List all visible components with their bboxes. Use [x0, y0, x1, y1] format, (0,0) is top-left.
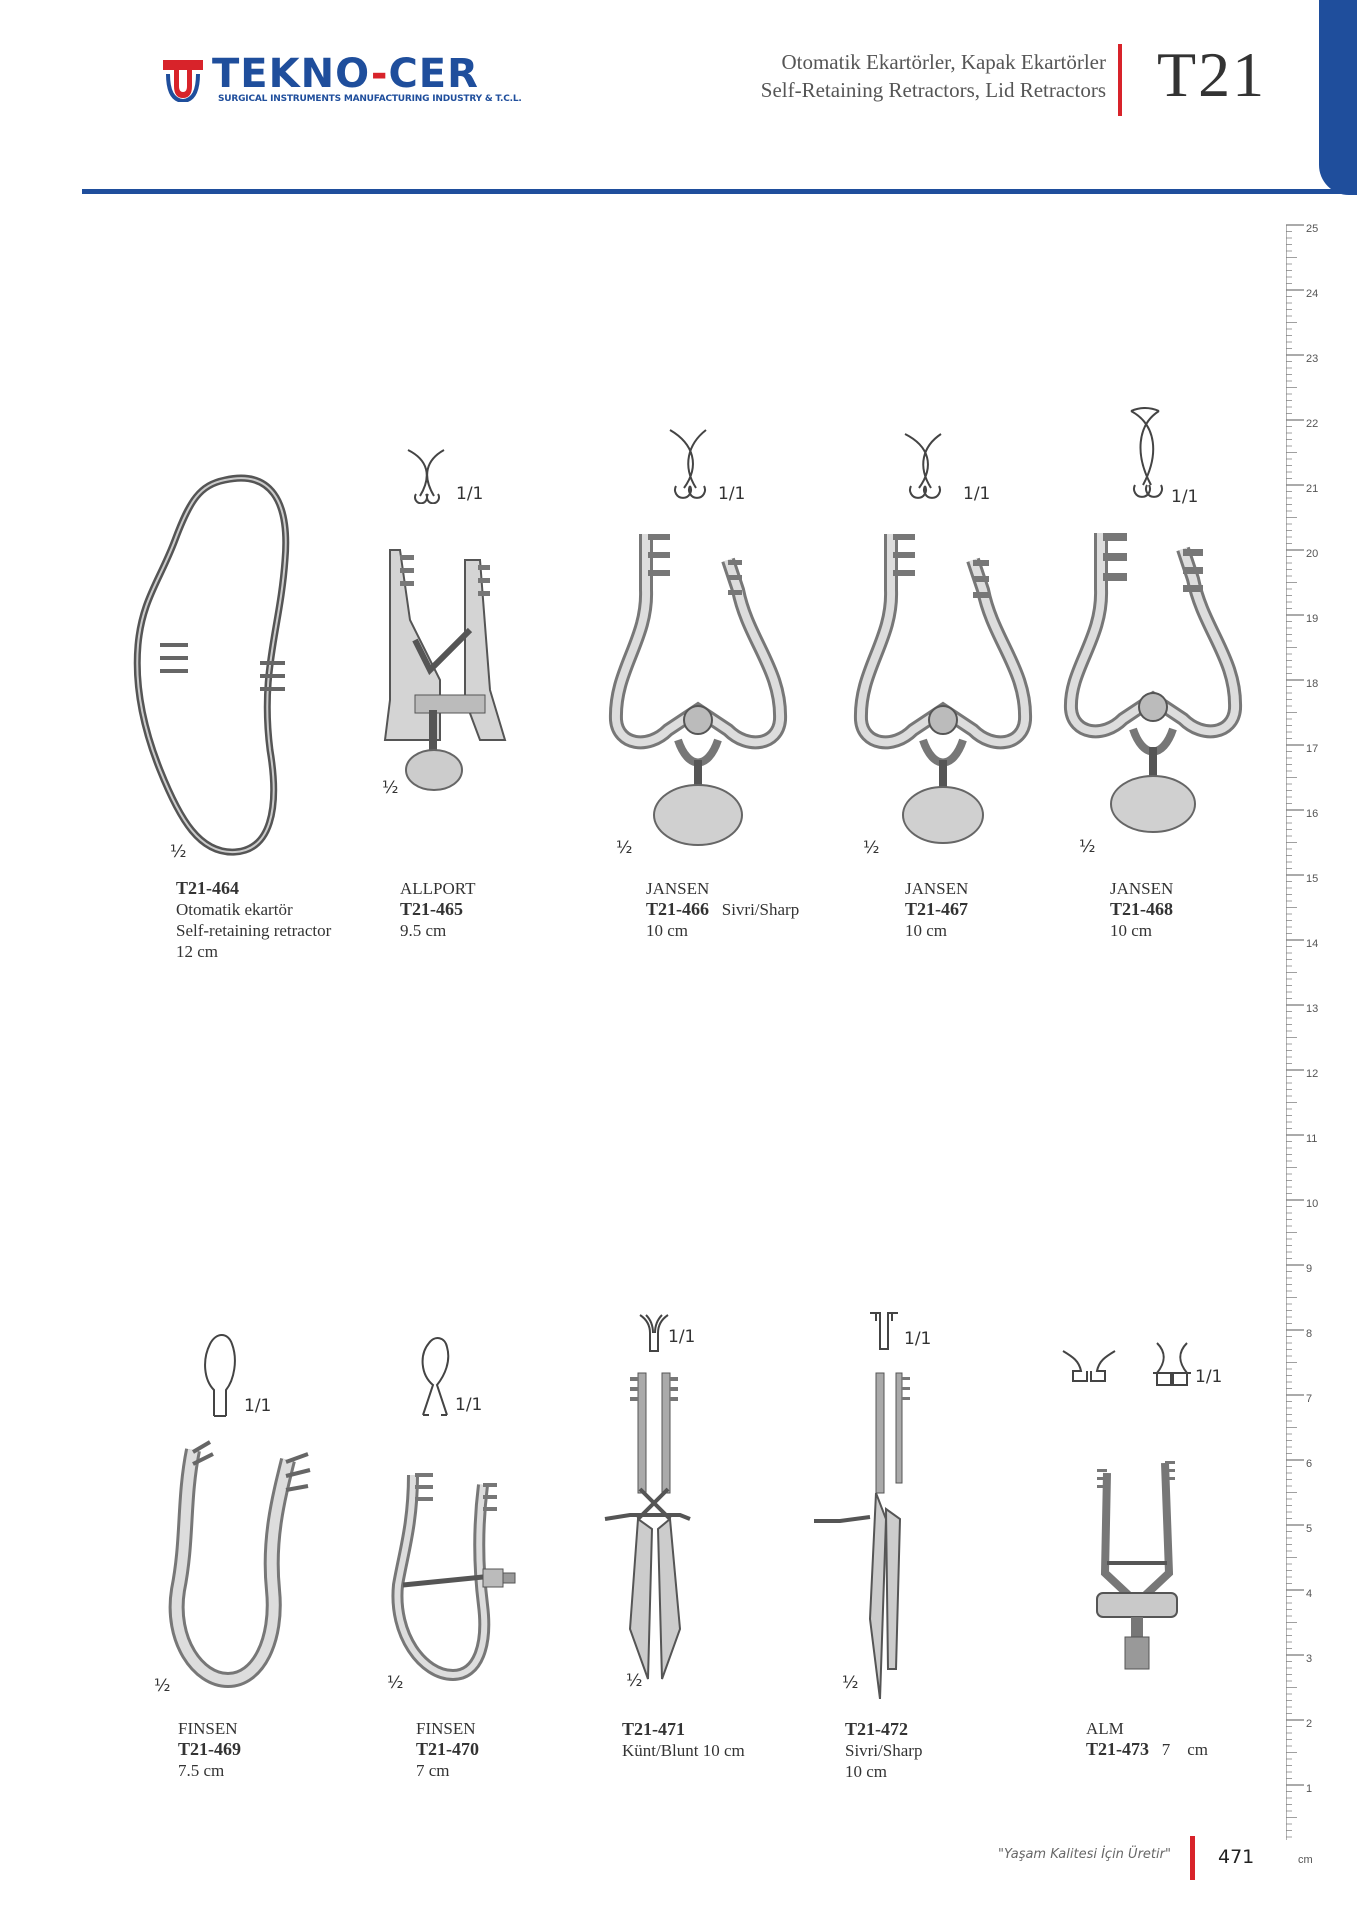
ruler-label: 3 — [1306, 1653, 1313, 1665]
scale-label: ½ — [1079, 837, 1096, 857]
brand-logo-mark — [160, 56, 206, 102]
brand-tagline: SURGICAL INSTRUMENTS MANUFACTURING INDUSTRY & T.C.L. — [218, 94, 522, 104]
self-retaining-retractor-illustration — [120, 470, 300, 860]
scale-label: ½ — [842, 1673, 859, 1693]
product-t21-468 — [1055, 405, 1255, 960]
product-caption — [622, 1719, 745, 1761]
ruler-label: 6 — [1306, 1458, 1313, 1470]
product-t21-467 — [845, 420, 1045, 960]
product-size: 10 cm — [905, 921, 948, 940]
alm-retractor-illustration — [1087, 1453, 1187, 1693]
product-name: JANSEN — [905, 879, 969, 898]
tip-detail-illustration — [1117, 405, 1177, 505]
product-size: 7.5 cm — [178, 1761, 225, 1780]
ruler-label: 16 — [1306, 808, 1319, 820]
product-desc-en: Self-retaining retractor — [176, 921, 332, 940]
ruler-label: 4 — [1306, 1588, 1313, 1600]
ruler-label: 25 — [1306, 223, 1319, 235]
ruler-label: 11 — [1306, 1133, 1318, 1145]
tip-detail-illustration — [415, 1335, 455, 1419]
product-size: 10 cm — [1110, 921, 1153, 940]
ruler-label: 9 — [1306, 1263, 1313, 1275]
scale-label: ½ — [626, 1671, 643, 1691]
detail-scale-label: 1/1 — [244, 1396, 272, 1416]
product-t21-466 — [600, 420, 840, 960]
product-caption — [845, 1719, 922, 1782]
ruler-label: 24 — [1306, 288, 1319, 300]
product-name: JANSEN — [1110, 879, 1174, 898]
product-code: T21-468 — [1110, 899, 1173, 919]
product-code: T21-464 — [176, 878, 239, 898]
ruler-label: 15 — [1306, 873, 1319, 885]
product-name: JANSEN — [646, 879, 710, 898]
ruler-label: 21 — [1306, 483, 1319, 495]
tip-detail-illustration — [400, 446, 460, 504]
header-red-separator — [1118, 44, 1122, 116]
lid-retractor-sharp-illustration — [810, 1369, 920, 1699]
header-divider — [82, 189, 1357, 194]
product-desc: Künt/Blunt 10 cm — [622, 1741, 745, 1760]
scale-label: ½ — [616, 838, 633, 858]
ruler-label: 17 — [1306, 743, 1319, 755]
scale-label: ½ — [863, 838, 880, 858]
product-tip-type: Sivri/Sharp — [845, 1741, 923, 1760]
product-size: 10 cm — [845, 1762, 888, 1781]
detail-scale-label: 1/1 — [963, 484, 991, 504]
finsen-retractor-illustration — [383, 1465, 523, 1695]
product-caption — [176, 878, 331, 962]
tip-detail-illustration-side — [1147, 1339, 1197, 1391]
scale-label: ½ — [387, 1673, 404, 1693]
tip-detail-illustration — [895, 426, 955, 504]
product-name: FINSEN — [416, 1719, 476, 1738]
product-name: ALM — [1086, 1719, 1124, 1738]
ruler-label: 12 — [1306, 1068, 1319, 1080]
product-code: T21-466 — [646, 899, 709, 919]
tip-detail-illustration — [200, 1330, 240, 1420]
product-caption — [646, 878, 799, 941]
ruler-label: 10 — [1306, 1198, 1319, 1210]
product-size: 9.5 cm — [400, 921, 447, 940]
product-size: 7 cm — [416, 1761, 450, 1780]
tip-detail-illustration-front — [1059, 1347, 1119, 1387]
product-t21-472 — [810, 1305, 1010, 1805]
detail-scale-label: 1/1 — [718, 484, 746, 504]
detail-scale-label: 1/1 — [1171, 487, 1199, 507]
ruler-label: 20 — [1306, 548, 1319, 560]
ruler-label: 19 — [1306, 613, 1319, 625]
ruler-label: 8 — [1306, 1328, 1313, 1340]
product-code: T21-470 — [416, 1739, 479, 1759]
brand-logo — [160, 51, 522, 112]
ruler-label: 23 — [1306, 353, 1319, 365]
product-caption — [1110, 878, 1173, 941]
scale-label: ½ — [154, 1676, 171, 1696]
jansen-retractor-illustration — [853, 530, 1033, 860]
detail-scale-label: 1/1 — [455, 1395, 483, 1415]
ruler-label: 7 — [1306, 1393, 1313, 1405]
tip-detail-illustration — [660, 426, 720, 504]
product-caption — [1086, 1718, 1208, 1760]
jansen-retractor-illustration — [1063, 529, 1243, 849]
product-name: FINSEN — [178, 1719, 238, 1738]
detail-scale-label: 1/1 — [456, 484, 484, 504]
product-code: T21-467 — [905, 899, 968, 919]
product-tip-type: Sivri/Sharp — [721, 900, 800, 919]
detail-scale-label: 1/1 — [668, 1327, 696, 1347]
product-code: T21-473 — [1086, 1739, 1149, 1759]
lid-retractor-blunt-illustration — [600, 1369, 710, 1699]
ruler-label: 22 — [1306, 418, 1319, 430]
detail-scale-label: 1/1 — [1195, 1367, 1223, 1387]
product-t21-470 — [375, 1335, 575, 1815]
brand-name: TEKNO-CER — [212, 51, 479, 97]
product-caption — [905, 878, 968, 941]
product-t21-464 — [110, 470, 360, 970]
ruler-label: 5 — [1306, 1523, 1313, 1535]
scale-label: ½ — [382, 778, 399, 798]
finsen-retractor-illustration — [158, 1440, 318, 1690]
product-size: 12 cm — [176, 942, 219, 961]
footer-slogan: "Yaşam Kalitesi İçin Üretir" — [998, 1847, 1171, 1862]
catalog-title-english: Self-Retaining Retractors, Lid Retractors — [760, 78, 1106, 102]
ruler-label: 14 — [1306, 938, 1319, 950]
product-caption — [416, 1718, 479, 1781]
scale-label: ½ — [170, 842, 187, 862]
product-caption — [400, 878, 475, 941]
product-code: T21-471 — [622, 1719, 685, 1739]
ruler-unit-label: cm — [1298, 1854, 1313, 1866]
product-desc-tr: Otomatik ekartör — [176, 900, 293, 919]
product-t21-471 — [600, 1305, 800, 1805]
section-code: T21 — [1157, 39, 1267, 110]
tip-detail-illustration — [636, 1311, 672, 1355]
tip-detail-illustration — [866, 1309, 902, 1353]
catalog-title-turkish: Otomatik Ekartörler, Kapak Ekartörler — [781, 50, 1106, 74]
ruler-label: 1 — [1306, 1783, 1313, 1795]
header-accent-tab — [1319, 0, 1357, 195]
ruler-label: 2 — [1306, 1718, 1313, 1730]
product-name: ALLPORT — [400, 879, 476, 898]
product-caption — [178, 1718, 241, 1781]
product-t21-469 — [150, 1330, 350, 1810]
product-code: T21-469 — [178, 1739, 241, 1759]
detail-scale-label: 1/1 — [904, 1329, 932, 1349]
product-size: 10 cm — [646, 921, 689, 940]
product-t21-473 — [1055, 1335, 1285, 1805]
ruler-label: 18 — [1306, 678, 1319, 690]
jansen-retractor-illustration — [608, 530, 788, 860]
ruler-label: 13 — [1306, 1003, 1319, 1015]
product-code: T21-472 — [845, 1719, 908, 1739]
product-t21-465 — [360, 440, 560, 960]
product-size: 7 cm — [1161, 1740, 1209, 1759]
allport-retractor-illustration — [370, 540, 520, 800]
product-code: T21-465 — [400, 899, 463, 919]
footer-red-separator — [1190, 1836, 1195, 1880]
page-number: 471 — [1218, 1846, 1255, 1868]
cm-ruler — [1286, 215, 1326, 1866]
